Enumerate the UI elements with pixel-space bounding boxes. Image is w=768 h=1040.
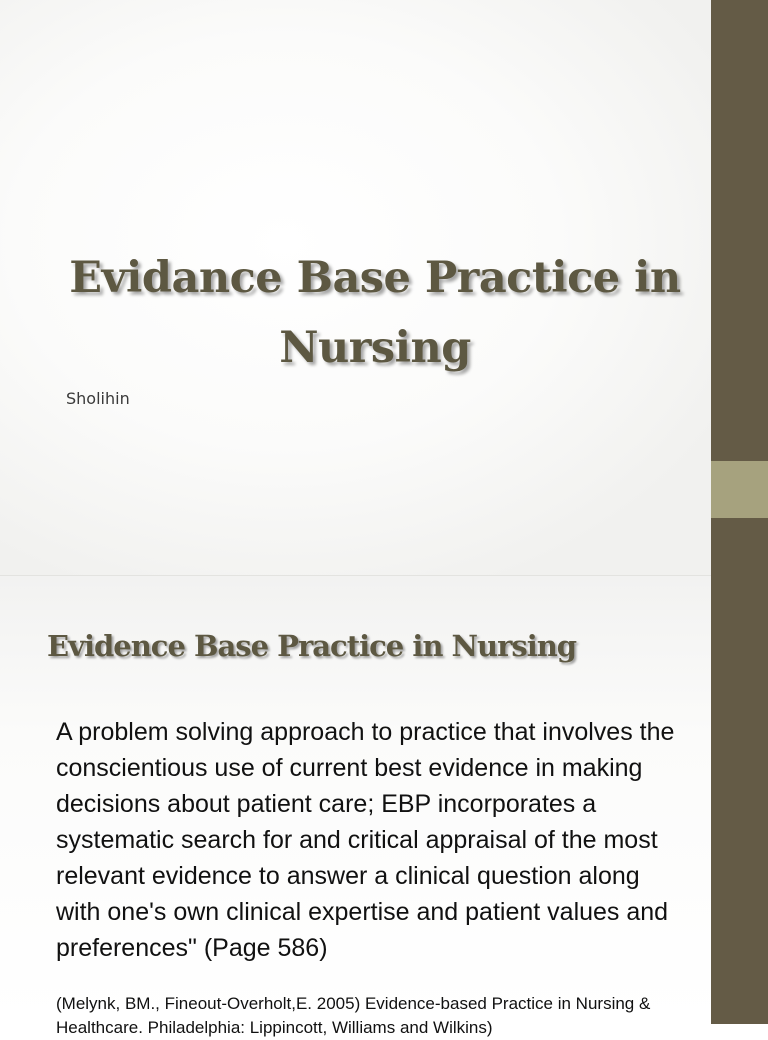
slide-citation: (Melynk, BM., Fineout-Overholt,E. 2005) Evidence-based Practice in Nursing & Healthcare. Philadelphia: Lippincott, Williams and Wilkins)	[56, 994, 651, 1037]
slide-2	[0, 576, 711, 1037]
slide-title: Evidence Base Practice in Nursing	[47, 629, 577, 663]
slide-body-text: A problem solving approach to practice that involves the conscientious use of current best evidence in making decisions about patient care; EBP incorporates a systematic search for and critical appraisal of the most relevant evidence to answer a clinical question along with one's own clinical expertise and patient values and preferences" (Page 586)	[56, 718, 675, 962]
slide-subtitle-author: Sholihin	[66, 389, 130, 408]
slide-title: Evidance Base Practice in Nursing	[69, 253, 681, 373]
decorative-sidebar-accent	[711, 461, 768, 518]
